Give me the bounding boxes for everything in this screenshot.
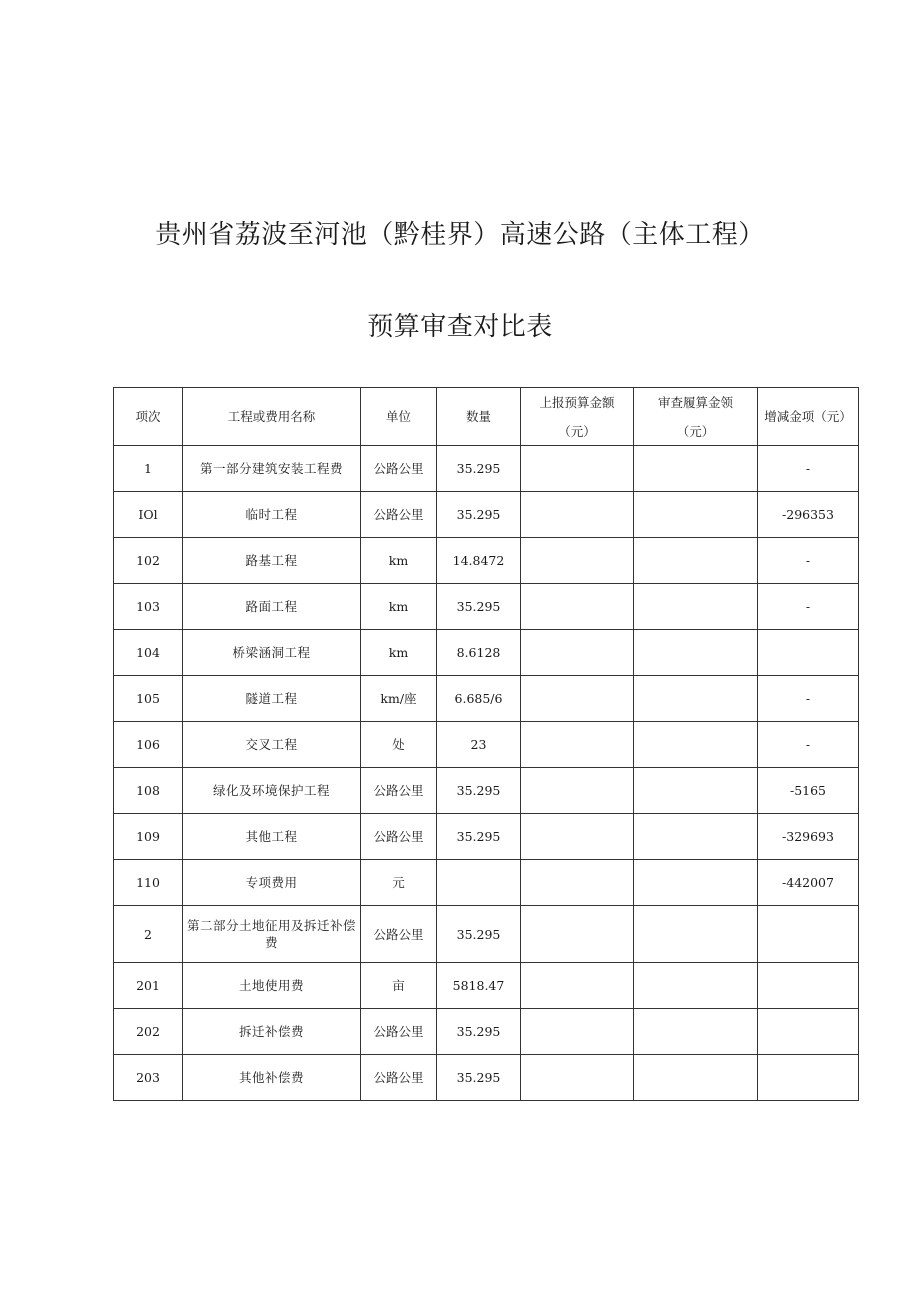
cell-quantity: 5818.47 [437,963,521,1009]
cell-unit: 元 [361,860,437,906]
cell-reviewed-amount [634,768,758,814]
cell-item: 105 [114,676,183,722]
cell-change-amount: -5165 [758,768,859,814]
cell-name: 拆迁补偿费 [183,1009,361,1055]
cell-unit: 公路公里 [361,446,437,492]
header-change-amount: 增减金项（元） [758,388,859,446]
cell-reviewed-amount [634,630,758,676]
cell-unit: km [361,584,437,630]
table-row [114,492,859,538]
cell-reported-amount [521,906,634,963]
cell-reviewed-amount [634,722,758,768]
table-row [114,860,859,906]
cell-change-amount [758,1009,859,1055]
cell-unit: 公路公里 [361,1009,437,1055]
cell-change-amount: - [758,446,859,492]
cell-item: 203 [114,1055,183,1101]
cell-change-amount: -442007 [758,860,859,906]
cell-name: 土地使用费 [183,963,361,1009]
cell-reviewed-amount [634,963,758,1009]
table-row [114,906,859,963]
cell-reported-amount [521,538,634,584]
table-row [114,630,859,676]
budget-review-table [113,387,859,1101]
cell-item: 104 [114,630,183,676]
cell-quantity: 35.295 [437,1055,521,1101]
cell-change-amount: - [758,584,859,630]
cell-item: 103 [114,584,183,630]
table-row [114,676,859,722]
cell-unit: 处 [361,722,437,768]
cell-reported-amount [521,768,634,814]
cell-quantity: 6.685/6 [437,676,521,722]
cell-reported-amount [521,584,634,630]
document-title: 贵州省荔波至河池（黔桂界）高速公路（主体工程） [155,220,765,250]
cell-name: 隧道工程 [183,676,361,722]
cell-change-amount: -296353 [758,492,859,538]
cell-change-amount [758,963,859,1009]
cell-change-amount: - [758,676,859,722]
cell-change-amount: -329693 [758,814,859,860]
cell-unit: 亩 [361,963,437,1009]
cell-reviewed-amount [634,1055,758,1101]
cell-reported-amount [521,630,634,676]
cell-reported-amount [521,722,634,768]
table-row [114,768,859,814]
header-unit: 单位 [361,388,437,446]
cell-change-amount: - [758,722,859,768]
cell-name: 第一部分建筑安装工程费 [183,446,361,492]
cell-unit: km [361,538,437,584]
cell-name: 其他补偿费 [183,1055,361,1101]
table-row [114,814,859,860]
cell-quantity: 8.6128 [437,630,521,676]
header-reviewed-line1: 审查履算金领 [657,394,733,410]
cell-item: 109 [114,814,183,860]
cell-unit: km/座 [361,676,437,722]
cell-name: 临时工程 [183,492,361,538]
table-row [114,963,859,1009]
cell-reported-amount [521,446,634,492]
cell-change-amount [758,906,859,963]
cell-quantity: 35.295 [437,492,521,538]
cell-reported-amount [521,963,634,1009]
cell-item: 106 [114,722,183,768]
cell-reported-amount [521,492,634,538]
header-name: 工程或费用名称 [183,388,361,446]
header-reported-line2: （元） [558,423,596,439]
table-row [114,584,859,630]
cell-item: IOl [114,492,183,538]
cell-name: 桥梁涵洞工程 [183,630,361,676]
cell-reviewed-amount [634,814,758,860]
cell-unit: km [361,630,437,676]
cell-unit: 公路公里 [361,814,437,860]
cell-quantity [437,860,521,906]
cell-quantity: 35.295 [437,906,521,963]
cell-unit: 公路公里 [361,1055,437,1101]
cell-name: 交叉工程 [183,722,361,768]
cell-unit: 公路公里 [361,906,437,963]
cell-item: 201 [114,963,183,1009]
cell-reviewed-amount [634,906,758,963]
cell-name: 路面工程 [183,584,361,630]
cell-reviewed-amount [634,860,758,906]
cell-reviewed-amount [634,446,758,492]
cell-quantity: 35.295 [437,584,521,630]
cell-reported-amount [521,1055,634,1101]
table-row [114,1055,859,1101]
cell-change-amount: - [758,538,859,584]
cell-quantity: 35.295 [437,768,521,814]
cell-name: 第二部分土地征用及拆迁补偿费 [183,906,361,963]
cell-change-amount [758,1055,859,1101]
table-row [114,538,859,584]
cell-quantity: 14.8472 [437,538,521,584]
cell-reviewed-amount [634,492,758,538]
cell-name: 专项费用 [183,860,361,906]
cell-reported-amount [521,860,634,906]
cell-item: 202 [114,1009,183,1055]
header-reported-amount [521,388,634,446]
header-reviewed-amount [634,388,758,446]
header-row [114,388,859,446]
cell-item: 102 [114,538,183,584]
cell-quantity: 35.295 [437,446,521,492]
cell-item: 110 [114,860,183,906]
cell-unit: 公路公里 [361,492,437,538]
table-row [114,1009,859,1055]
cell-change-amount [758,630,859,676]
cell-quantity: 35.295 [437,1009,521,1055]
cell-name: 绿化及环境保护工程 [183,768,361,814]
cell-quantity: 23 [437,722,521,768]
cell-item: 108 [114,768,183,814]
cell-unit: 公路公里 [361,768,437,814]
header-reviewed-line2: （元） [676,423,715,439]
table-row [114,722,859,768]
cell-name: 其他工程 [183,814,361,860]
cell-reported-amount [521,676,634,722]
header-quantity: 数量 [437,388,521,446]
cell-name: 路基工程 [183,538,361,584]
cell-reported-amount [521,1009,634,1055]
cell-reported-amount [521,814,634,860]
cell-reviewed-amount [634,1009,758,1055]
cell-reviewed-amount [634,584,758,630]
cell-quantity: 35.295 [437,814,521,860]
header-reported-line1: 上报预算金额 [539,394,615,410]
cell-reviewed-amount [634,676,758,722]
cell-item: 2 [114,906,183,963]
header-item: 项次 [114,388,183,446]
document-subtitle: 预算审查对比表 [367,312,553,342]
table-row [114,446,859,492]
cell-item: 1 [114,446,183,492]
cell-reviewed-amount [634,538,758,584]
